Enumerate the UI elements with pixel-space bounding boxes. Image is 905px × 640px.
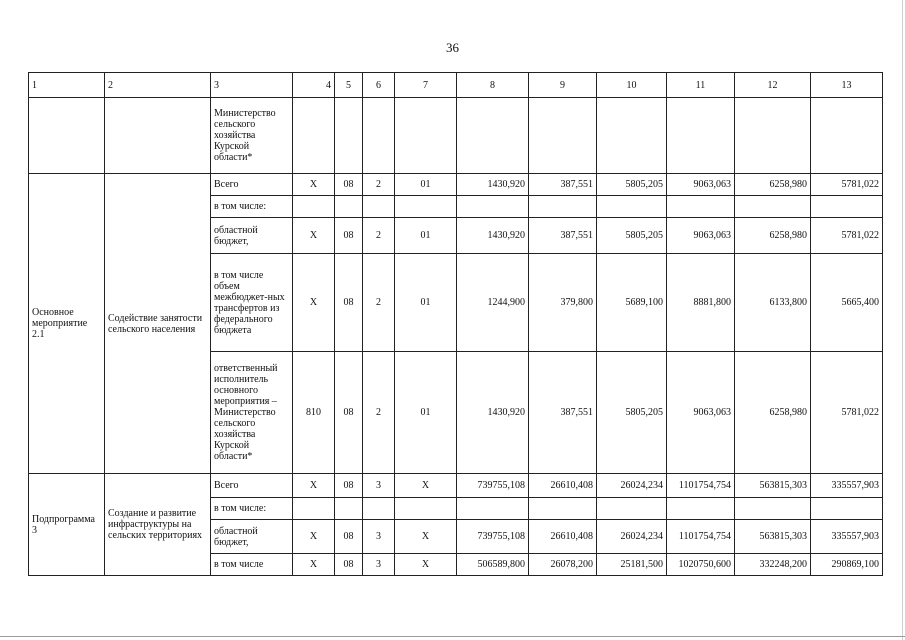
cell-empty <box>735 498 811 520</box>
header-cell: 10 <box>597 73 667 98</box>
cell-value: 5781,022 <box>811 352 883 474</box>
row-description: областной бюджет, <box>211 520 293 554</box>
cell-value: 1020750,600 <box>667 554 735 576</box>
cell-empty <box>363 98 395 174</box>
cell-value: 26610,408 <box>529 474 597 498</box>
cell-value: 5805,205 <box>597 174 667 196</box>
cell-value: 01 <box>395 254 457 352</box>
cell-value: 5805,205 <box>597 218 667 254</box>
bottom-edge-rule <box>0 636 905 637</box>
cell-value: Х <box>395 520 457 554</box>
cell-value: 739755,108 <box>457 520 529 554</box>
row-description: в том числе <box>211 554 293 576</box>
row-description: Всего <box>211 174 293 196</box>
cell-value: 335557,903 <box>811 474 883 498</box>
cell-value: 9063,063 <box>667 352 735 474</box>
group-title: Создание и развитие инфраструктуры на сельских территориях <box>105 474 211 576</box>
cell-value: 1430,920 <box>457 352 529 474</box>
row-description: в том числе объем межбюджет-ных трансфертов из федерального бюджета <box>211 254 293 352</box>
cell-value: 08 <box>335 352 363 474</box>
cell-empty <box>457 498 529 520</box>
cell-empty <box>529 498 597 520</box>
cell-value: 810 <box>293 352 335 474</box>
cell-value: Х <box>293 218 335 254</box>
row-description: Всего <box>211 474 293 498</box>
cell-empty <box>335 498 363 520</box>
budget-table <box>28 72 883 576</box>
cell-value: Х <box>293 254 335 352</box>
cell-value: Х <box>293 174 335 196</box>
cell-empty <box>335 98 363 174</box>
cell-value: 08 <box>335 474 363 498</box>
cell-empty <box>735 196 811 218</box>
cell-empty <box>597 98 667 174</box>
cell-value: 335557,903 <box>811 520 883 554</box>
cell-value: 08 <box>335 554 363 576</box>
cell-empty <box>667 498 735 520</box>
cell-empty <box>667 196 735 218</box>
cell-value: 6258,980 <box>735 174 811 196</box>
cell-empty <box>597 498 667 520</box>
cell-value: Х <box>395 554 457 576</box>
cell-value: 2 <box>363 218 395 254</box>
cell-empty <box>529 196 597 218</box>
cell-empty <box>363 196 395 218</box>
cell-value: 9063,063 <box>667 174 735 196</box>
cell-value: 387,551 <box>529 352 597 474</box>
cell-empty <box>457 98 529 174</box>
cell-value: 8881,800 <box>667 254 735 352</box>
row-description: Министерство сельского хозяйства Курской области* <box>211 98 293 174</box>
cell-empty <box>363 498 395 520</box>
cell-value: 1430,920 <box>457 218 529 254</box>
cell-empty <box>29 98 105 174</box>
header-cell: 8 <box>457 73 529 98</box>
group-title: Содействие занятости сельского населения <box>105 174 211 474</box>
header-cell: 4 <box>293 73 335 98</box>
cell-value: 08 <box>335 174 363 196</box>
cell-value: 2 <box>363 352 395 474</box>
cell-value: 5689,100 <box>597 254 667 352</box>
cell-value: Х <box>293 474 335 498</box>
cell-empty <box>811 196 883 218</box>
cell-value: 3 <box>363 520 395 554</box>
cell-empty <box>335 196 363 218</box>
cell-value: 9063,063 <box>667 218 735 254</box>
header-cell: 5 <box>335 73 363 98</box>
cell-value: 08 <box>335 254 363 352</box>
cell-value: 2 <box>363 174 395 196</box>
cell-empty <box>105 98 211 174</box>
header-cell: 1 <box>29 73 105 98</box>
cell-empty <box>293 98 335 174</box>
cell-value: 25181,500 <box>597 554 667 576</box>
cell-value: 387,551 <box>529 218 597 254</box>
header-cell: 7 <box>395 73 457 98</box>
cell-value: 5781,022 <box>811 174 883 196</box>
header-cell: 13 <box>811 73 883 98</box>
cell-value: 26024,234 <box>597 474 667 498</box>
top-edge <box>0 0 905 2</box>
cell-empty <box>293 196 335 218</box>
cell-value: 5665,400 <box>811 254 883 352</box>
cell-value: 08 <box>335 520 363 554</box>
cell-value: 290869,100 <box>811 554 883 576</box>
header-cell: 6 <box>363 73 395 98</box>
cell-value: 26024,234 <box>597 520 667 554</box>
cell-value: 01 <box>395 352 457 474</box>
cell-value: 1430,920 <box>457 174 529 196</box>
cell-value: 5805,205 <box>597 352 667 474</box>
row-description: ответственный исполнитель основного мероприятия – Министерство сельского хозяйства Курской области* <box>211 352 293 474</box>
header-cell: 2 <box>105 73 211 98</box>
cell-empty <box>735 98 811 174</box>
cell-value: 563815,303 <box>735 474 811 498</box>
cell-value: 563815,303 <box>735 520 811 554</box>
cell-value: Х <box>293 520 335 554</box>
cell-empty <box>395 498 457 520</box>
cell-value: 5781,022 <box>811 218 883 254</box>
row-description: в том числе: <box>211 196 293 218</box>
cell-value: 01 <box>395 218 457 254</box>
cell-empty <box>395 196 457 218</box>
cell-empty <box>529 98 597 174</box>
cell-empty <box>811 498 883 520</box>
table-row <box>29 98 883 174</box>
cell-empty <box>395 98 457 174</box>
cell-value: 08 <box>335 218 363 254</box>
cell-value: 26610,408 <box>529 520 597 554</box>
cell-empty <box>667 98 735 174</box>
cell-value: 6133,800 <box>735 254 811 352</box>
cell-value: 6258,980 <box>735 218 811 254</box>
table-row <box>29 174 883 196</box>
cell-value: 379,800 <box>529 254 597 352</box>
cell-value: 01 <box>395 174 457 196</box>
cell-value: 506589,800 <box>457 554 529 576</box>
cell-value: Х <box>395 474 457 498</box>
cell-value: 739755,108 <box>457 474 529 498</box>
cell-value: 26078,200 <box>529 554 597 576</box>
right-edge-rule <box>902 0 903 640</box>
table-row <box>29 474 883 498</box>
header-row <box>29 73 883 98</box>
header-cell: 3 <box>211 73 293 98</box>
cell-value: 6258,980 <box>735 352 811 474</box>
cell-value: 3 <box>363 554 395 576</box>
group-code: Основное мероприятие 2.1 <box>29 174 105 474</box>
cell-empty <box>811 98 883 174</box>
row-description: в том числе: <box>211 498 293 520</box>
page-number: 36 <box>446 40 459 55</box>
header-cell: 9 <box>529 73 597 98</box>
cell-value: 1101754,754 <box>667 520 735 554</box>
row-description: областной бюджет, <box>211 218 293 254</box>
cell-value: 3 <box>363 474 395 498</box>
header-cell: 11 <box>667 73 735 98</box>
cell-value: 2 <box>363 254 395 352</box>
cell-value: Х <box>293 554 335 576</box>
cell-value: 332248,200 <box>735 554 811 576</box>
cell-value: 387,551 <box>529 174 597 196</box>
cell-empty <box>597 196 667 218</box>
cell-value: 1244,900 <box>457 254 529 352</box>
cell-value: 1101754,754 <box>667 474 735 498</box>
cell-empty <box>293 498 335 520</box>
group-code: Подпрограмма 3 <box>29 474 105 576</box>
header-cell: 12 <box>735 73 811 98</box>
cell-empty <box>457 196 529 218</box>
